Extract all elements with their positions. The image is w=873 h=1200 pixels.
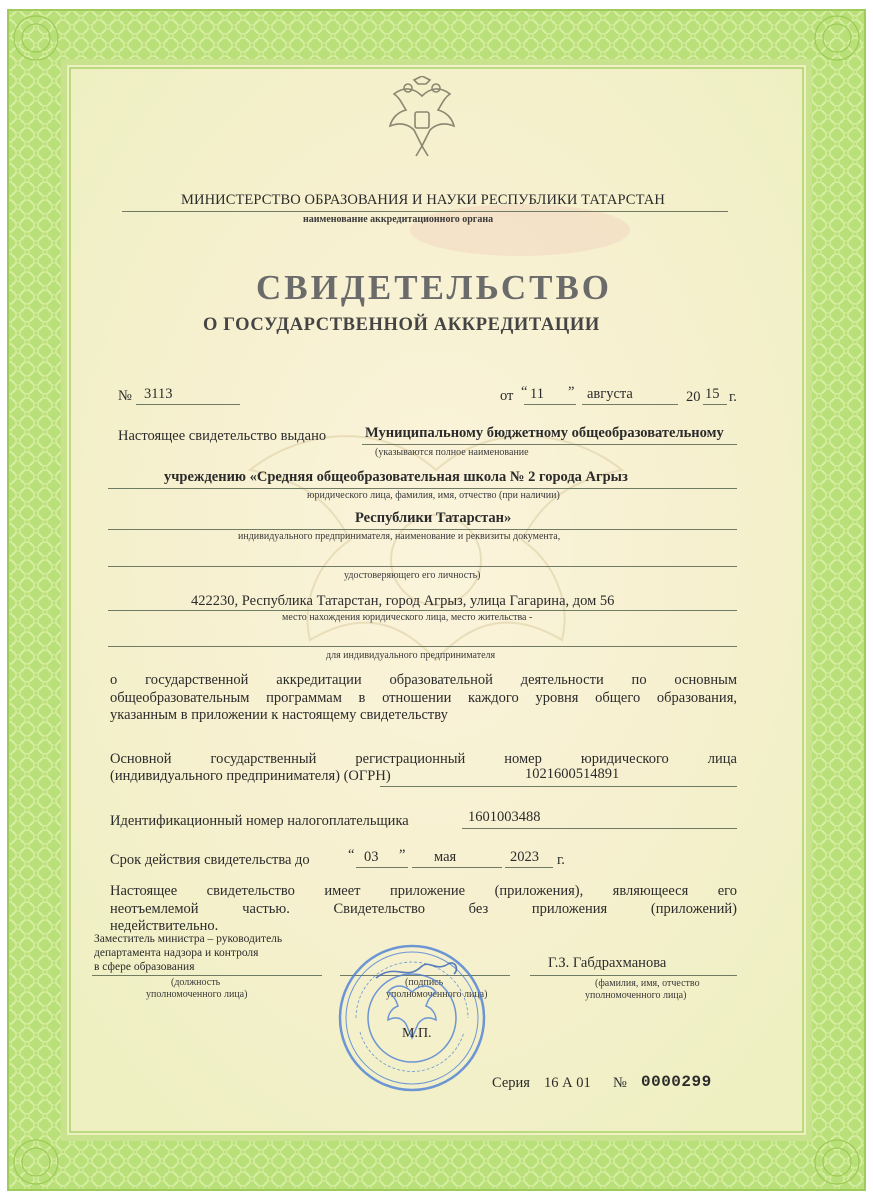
validity-month: мая bbox=[434, 849, 457, 865]
issuer-hint: наименование аккредитационного органа bbox=[303, 214, 494, 225]
form-number-label: № bbox=[613, 1075, 627, 1091]
ogrn-line2: (индивидуального предпринимателя) (ОГРН) bbox=[110, 768, 391, 784]
accreditation-line3: указанным в приложении к настоящему свидетельству bbox=[110, 707, 448, 723]
series-label: Серия bbox=[492, 1075, 530, 1091]
signatory-position-hint1: (должность bbox=[171, 977, 221, 988]
date-month: августа bbox=[587, 386, 633, 402]
date-year-underline bbox=[703, 404, 727, 405]
issued-to-hint1: (указываются полное наименование bbox=[375, 447, 529, 458]
signatory-position-hint2: уполномоченного лица) bbox=[146, 989, 248, 1000]
signatory-name: Г.З. Габдрахманова bbox=[548, 955, 667, 971]
signatory-position-underline bbox=[92, 975, 322, 976]
issued-to-hint2: юридического лица, фамилия, имя, отчество (при наличии) bbox=[307, 490, 560, 501]
date-open-quote: “ bbox=[521, 384, 528, 400]
date-close-quote: ” bbox=[568, 384, 575, 400]
validity-year-underline bbox=[505, 867, 553, 868]
issuer-name: МИНИСТЕРСТВО ОБРАЗОВАНИЯ И НАУКИ РЕСПУБЛИКИ ТАТАРСТАН bbox=[181, 192, 665, 208]
inn-label: Идентификационный номер налогоплательщика bbox=[110, 813, 409, 829]
address-value: 422230, Республика Татарстан, город Агрыз, улица Гагарина, дом 56 bbox=[191, 593, 615, 609]
date-day: 11 bbox=[530, 386, 544, 402]
signature-hint1: (подпись bbox=[405, 977, 444, 988]
issued-to-hint5: место нахождения юридического лица, место жительства - bbox=[282, 612, 533, 623]
validity-month-underline bbox=[412, 867, 502, 868]
inn-underline bbox=[462, 828, 737, 829]
signatory-position-line2: департамента надзора и контроля bbox=[94, 947, 259, 959]
date-year-mark: г. bbox=[729, 389, 737, 405]
date-year-suffix: 15 bbox=[705, 386, 720, 402]
issued-to-line1: Муниципальному бюджетному общеобразовательному bbox=[365, 425, 724, 441]
ogrn-value: 1021600514891 bbox=[525, 766, 620, 782]
certificate-number: 3113 bbox=[144, 386, 173, 402]
issued-to-line3: Республики Татарстан» bbox=[355, 510, 512, 526]
validity-day-underline bbox=[356, 867, 408, 868]
date-day-underline bbox=[524, 404, 576, 405]
validity-label: Срок действия свидетельства до bbox=[110, 852, 310, 868]
form-number: 0000299 bbox=[641, 1073, 712, 1091]
seal-mark: М.П. bbox=[402, 1026, 432, 1041]
ogrn-line1: Основной государственный регистрационный номер юридического лица bbox=[110, 751, 737, 767]
validity-year: 2023 bbox=[510, 849, 539, 865]
validity-close-quote: ” bbox=[399, 847, 406, 863]
signature-hint2: уполномоченного лица) bbox=[386, 989, 488, 1000]
issued-to-hint6: для индивидуального предпринимателя bbox=[326, 650, 496, 661]
issued-to-line2: учреждению «Средняя общеобразовательная школа № 2 города Агрыз bbox=[164, 469, 628, 485]
accreditation-line2: общеобразовательным программам в отношении каждого уровня общего образования, bbox=[110, 690, 737, 706]
date-prefix: от bbox=[500, 388, 514, 404]
address-underline bbox=[108, 610, 737, 611]
appendix-line3: недействительно. bbox=[110, 918, 219, 934]
validity-open-quote: “ bbox=[348, 847, 355, 863]
signatory-position-line1: Заместитель министра – руководитель bbox=[94, 933, 283, 945]
appendix-line1: Настоящее свидетельство имеет приложение (приложения), являющееся его bbox=[110, 883, 737, 899]
signatory-name-hint1: (фамилия, имя, отчество bbox=[595, 978, 700, 989]
issued-to-line3-underline bbox=[108, 529, 737, 530]
official-seal-icon bbox=[336, 942, 488, 1094]
signatory-name-underline bbox=[530, 975, 737, 976]
date-year-prefix: 20 bbox=[686, 389, 701, 405]
issued-to-hint4: удостоверяющего его личность) bbox=[344, 570, 481, 581]
issued-to-line1-underline bbox=[362, 444, 737, 445]
certificate-title: СВИДЕТЕЛЬСТВО bbox=[256, 268, 613, 307]
signatory-name-hint2: уполномоченного лица) bbox=[585, 990, 687, 1001]
series-value: 16 А 01 bbox=[544, 1075, 591, 1091]
issuer-underline bbox=[122, 211, 728, 212]
inn-value: 1601003488 bbox=[468, 809, 541, 825]
number-label: № bbox=[118, 388, 132, 404]
coat-of-arms-icon bbox=[384, 76, 460, 158]
issued-to-line2-underline bbox=[108, 488, 737, 489]
residence-underline bbox=[108, 646, 737, 647]
validity-year-mark: г. bbox=[557, 852, 565, 868]
accreditation-line1: о государственной аккредитации образовательной деятельности по основным bbox=[110, 672, 737, 688]
signatory-position-line3: в сфере образования bbox=[94, 961, 195, 973]
issued-to-label: Настоящее свидетельство выдано bbox=[118, 428, 327, 444]
issued-to-hint3: индивидуального предпринимателя, наименование и реквизиты документа, bbox=[238, 531, 561, 542]
validity-day: 03 bbox=[364, 849, 379, 865]
identity-doc-underline bbox=[108, 566, 737, 567]
appendix-line2: неотъемлемой частью. Свидетельство без приложения (приложений) bbox=[110, 901, 737, 917]
date-month-underline bbox=[582, 404, 678, 405]
ogrn-underline bbox=[380, 786, 737, 787]
certificate-subtitle: О ГОСУДАРСТВЕННОЙ АККРЕДИТАЦИИ bbox=[203, 315, 600, 335]
number-underline bbox=[136, 404, 240, 405]
